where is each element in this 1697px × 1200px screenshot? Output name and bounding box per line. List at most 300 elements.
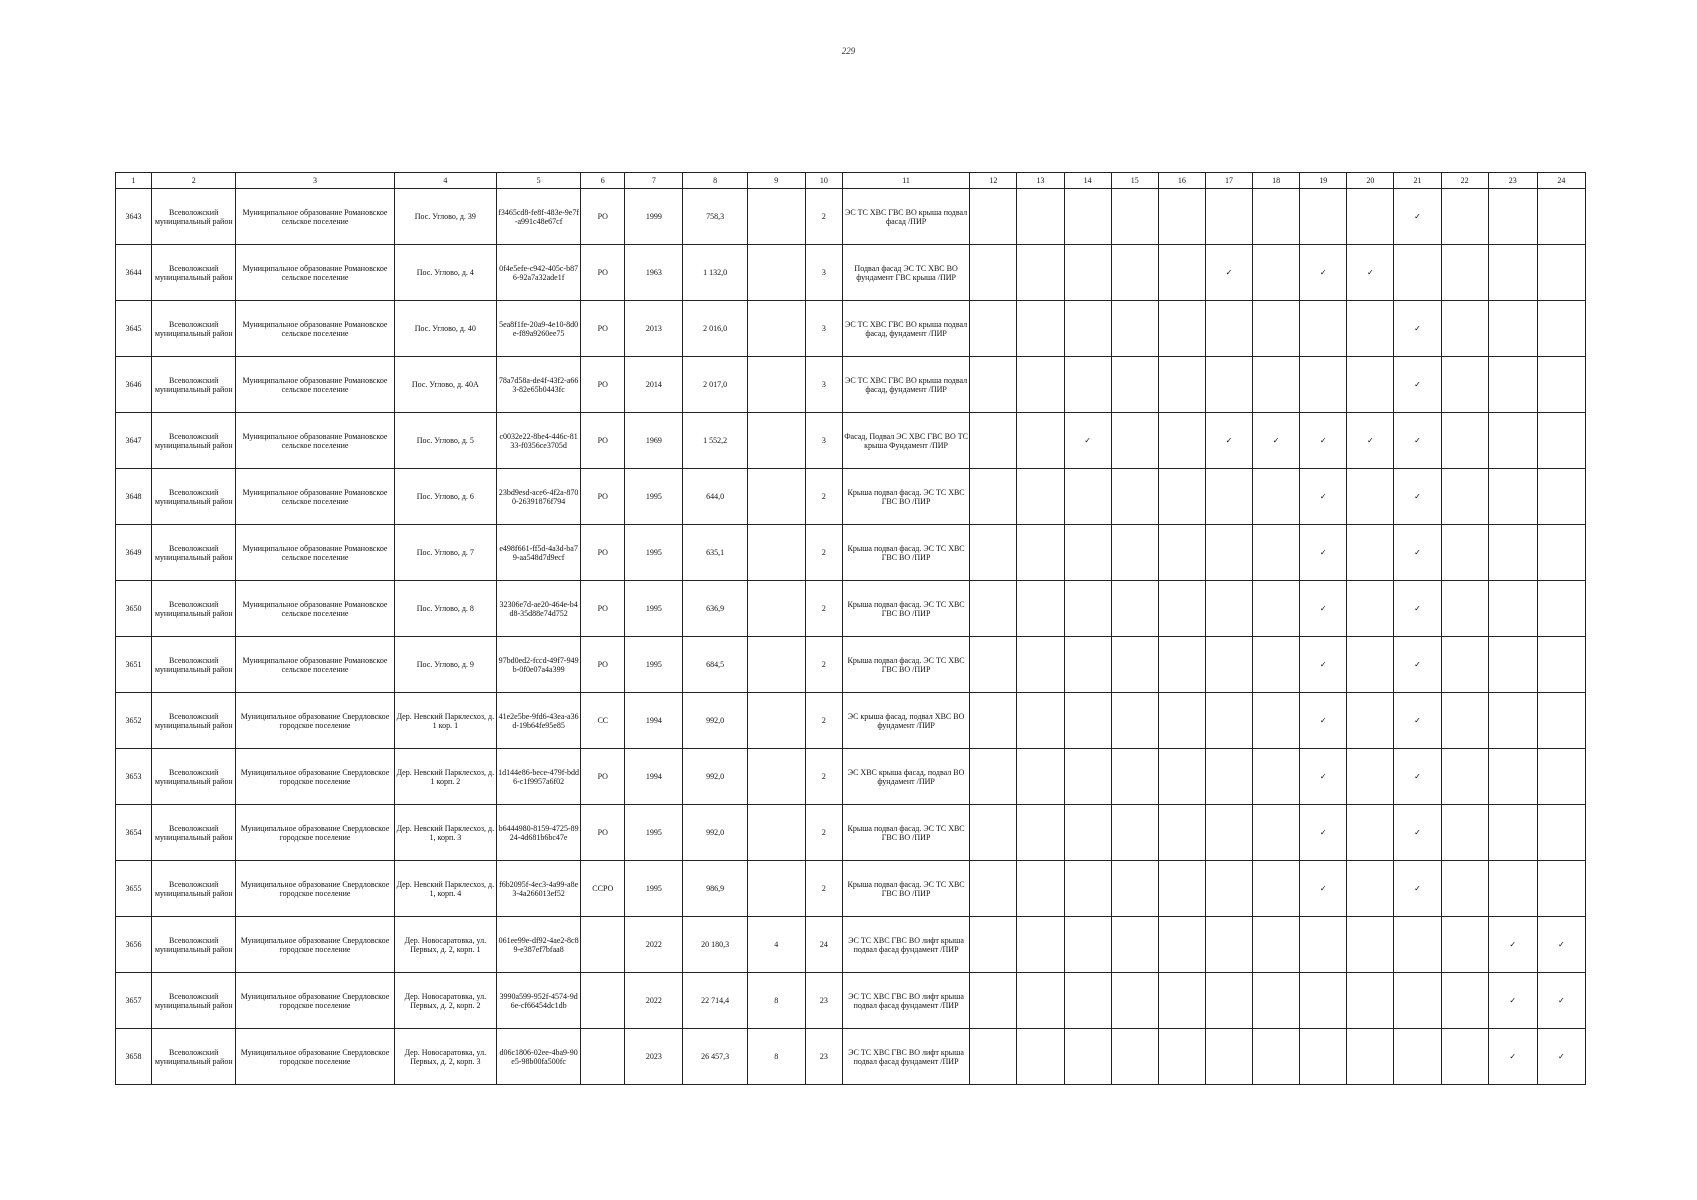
work-flag-cell [1300, 357, 1347, 413]
district-cell: Всеволожский муниципальный район [152, 581, 236, 637]
row-number-cell: 3655 [116, 861, 152, 917]
year-cell: 1995 [625, 861, 683, 917]
work-flag-cell [1111, 637, 1158, 693]
count-cell: 2 [805, 637, 842, 693]
works-cell: ЭС ТС ХВС ГВС ВО крыша подвал фасад, фундамент /ПИР [842, 357, 969, 413]
count-cell: 2 [805, 693, 842, 749]
work-flag-cell [1488, 749, 1537, 805]
work-flag-cell [1300, 805, 1347, 861]
year-cell: 2022 [625, 973, 683, 1029]
work-flag-cell [1205, 469, 1252, 525]
work-flag-cell [1253, 189, 1300, 245]
address-cell: Дер. Невский Парклесхоз, д. 1 кор. 1 [394, 693, 496, 749]
work-flag-cell [1017, 525, 1064, 581]
guid-cell: 3990a599-952f-4574-9d6e-cf66454dc1db [497, 973, 581, 1029]
type-cell [581, 1029, 625, 1085]
address-cell: Дер. Невский Парклесхоз, д. 1, корп. 3 [394, 805, 496, 861]
work-flag-cell [1394, 357, 1441, 413]
works-cell: Крыша подвал фасад. ЭС ТС ХВС ГВС ВО /ПИР [842, 637, 969, 693]
column-header: 14 [1064, 173, 1111, 189]
work-flag-cell [1488, 805, 1537, 861]
area-cell: 992,0 [683, 749, 747, 805]
work-flag-cell [1017, 189, 1064, 245]
work-flag-cell [1064, 469, 1111, 525]
work-flag-cell [1205, 301, 1252, 357]
work-flag-cell [1017, 1029, 1064, 1085]
work-flag-cell [1347, 581, 1394, 637]
count-cell: 2 [805, 581, 842, 637]
work-flag-cell [1253, 525, 1300, 581]
work-flag-cell [1158, 973, 1205, 1029]
type-cell: РО [581, 749, 625, 805]
guid-cell: 1d144e86-bece-479f-bdd6-c1f9957a6f02 [497, 749, 581, 805]
works-cell: ЭС ТС ХВС ГВС ВО лифт крыша подвал фасад фундамент /ПИР [842, 973, 969, 1029]
work-flag-cell [1205, 861, 1252, 917]
count-cell [747, 189, 805, 245]
work-flag-cell [1394, 245, 1441, 301]
work-flag-cell [1253, 301, 1300, 357]
year-cell: 1995 [625, 581, 683, 637]
count-cell: 3 [805, 413, 842, 469]
check-mark-icon: ✓ [1414, 828, 1421, 837]
type-cell [581, 973, 625, 1029]
works-cell: ЭС ТС ХВС ГВС ВО лифт крыша подвал фасад фундамент /ПИР [842, 1029, 969, 1085]
check-mark-icon: ✓ [1319, 828, 1327, 837]
work-flag-cell [1253, 413, 1300, 469]
check-mark-icon: ✓ [1414, 492, 1421, 501]
work-flag-cell [1537, 973, 1585, 1029]
row-number-cell: 3643 [116, 189, 152, 245]
count-cell: 2 [805, 469, 842, 525]
count-cell [747, 861, 805, 917]
work-flag-cell [1394, 805, 1441, 861]
work-flag-cell [970, 861, 1017, 917]
works-cell: Крыша подвал фасад. ЭС ТС ХВС ГВС ВО /ПИР [842, 525, 969, 581]
work-flag-cell [1064, 637, 1111, 693]
column-header: 20 [1347, 173, 1394, 189]
work-flag-cell [1111, 861, 1158, 917]
work-flag-cell [1300, 973, 1347, 1029]
check-mark-icon: ✓ [1414, 324, 1421, 333]
work-flag-cell [1253, 469, 1300, 525]
work-flag-cell [1347, 693, 1394, 749]
work-flag-cell [1394, 749, 1441, 805]
work-flag-cell [1394, 637, 1441, 693]
work-flag-cell [1347, 413, 1394, 469]
address-cell: Пос. Углово, д. 5 [394, 413, 496, 469]
work-flag-cell [1441, 749, 1488, 805]
count-cell: 3 [805, 245, 842, 301]
area-cell: 2 017,0 [683, 357, 747, 413]
work-flag-cell [1017, 301, 1064, 357]
check-mark-icon: ✓ [1319, 772, 1327, 781]
work-flag-cell [1347, 805, 1394, 861]
works-table [115, 172, 1586, 1085]
work-flag-cell [1111, 301, 1158, 357]
guid-cell: 5ea8f1fe-20a9-4e10-8d0e-f89a9260ee75 [497, 301, 581, 357]
work-flag-cell [1158, 581, 1205, 637]
address-cell: Дер. Невский Парклесхоз, д. 1 корп. 2 [394, 749, 496, 805]
check-mark-icon: ✓ [1414, 380, 1421, 389]
work-flag-cell [1158, 917, 1205, 973]
check-mark-icon: ✓ [1558, 940, 1565, 949]
guid-cell: 0f4e5efe-c942-405c-b876-92a7a32ade1f [497, 245, 581, 301]
area-cell: 26 457,3 [683, 1029, 747, 1085]
work-flag-cell [1111, 357, 1158, 413]
work-flag-cell [1300, 245, 1347, 301]
work-flag-cell [1441, 637, 1488, 693]
district-cell: Всеволожский муниципальный район [152, 693, 236, 749]
guid-cell: 78a7d58a-de4f-43f2-a663-82e65b0443fc [497, 357, 581, 413]
column-header: 6 [581, 173, 625, 189]
guid-cell: 061ee99e-df92-4ae2-8c89-e387ef7bfaa8 [497, 917, 581, 973]
work-flag-cell [1488, 693, 1537, 749]
row-number-cell: 3647 [116, 413, 152, 469]
municipality-cell: Муниципальное образование Романовское сельское поселение [236, 637, 394, 693]
year-cell: 2023 [625, 1029, 683, 1085]
work-flag-cell [1537, 861, 1585, 917]
row-number-cell: 3652 [116, 693, 152, 749]
year-cell: 1995 [625, 805, 683, 861]
check-mark-icon: ✓ [1272, 436, 1280, 445]
count-cell [747, 525, 805, 581]
work-flag-cell [1253, 749, 1300, 805]
column-header: 5 [497, 173, 581, 189]
works-cell: Крыша подвал фасад. ЭС ТС ХВС ГВС ВО /ПИР [842, 805, 969, 861]
check-mark-icon: ✓ [1319, 268, 1327, 277]
check-mark-icon: ✓ [1319, 492, 1327, 501]
municipality-cell: Муниципальное образование Романовское сельское поселение [236, 469, 394, 525]
work-flag-cell [970, 413, 1017, 469]
check-mark-icon: ✓ [1509, 940, 1517, 949]
check-mark-icon: ✓ [1319, 884, 1327, 893]
work-flag-cell [1300, 525, 1347, 581]
work-flag-cell [1394, 525, 1441, 581]
work-flag-cell [970, 245, 1017, 301]
work-flag-cell [1205, 749, 1252, 805]
work-flag-cell [1017, 805, 1064, 861]
work-flag-cell [1537, 301, 1585, 357]
type-cell: РО [581, 301, 625, 357]
work-flag-cell [1537, 189, 1585, 245]
work-flag-cell [1064, 693, 1111, 749]
municipality-cell: Муниципальное образование Романовское сельское поселение [236, 301, 394, 357]
column-header: 12 [970, 173, 1017, 189]
district-cell: Всеволожский муниципальный район [152, 1029, 236, 1085]
work-flag-cell [1488, 917, 1537, 973]
guid-cell: 32306e7d-ae20-464e-b4d8-35d88e74d752 [497, 581, 581, 637]
address-cell: Пос. Углово, д. 6 [394, 469, 496, 525]
work-flag-cell [1064, 581, 1111, 637]
row-number-cell: 3644 [116, 245, 152, 301]
work-flag-cell [1347, 245, 1394, 301]
work-flag-cell [1158, 189, 1205, 245]
count-cell: 8 [747, 973, 805, 1029]
work-flag-cell [1111, 189, 1158, 245]
work-flag-cell [1441, 917, 1488, 973]
column-header: 15 [1111, 173, 1158, 189]
works-cell: Фасад, Подвал ЭС ХВС ГВС ВО ТС крыша Фундамент /ПИР [842, 413, 969, 469]
work-flag-cell [1253, 581, 1300, 637]
works-cell: ЭС ТС ХВС ГВС ВО крыша подвал фасад /ПИР [842, 189, 969, 245]
count-cell: 2 [805, 525, 842, 581]
year-cell: 1999 [625, 189, 683, 245]
count-cell: 2 [805, 189, 842, 245]
table-row [116, 917, 1586, 973]
type-cell: РО [581, 525, 625, 581]
table-body [116, 189, 1586, 1085]
work-flag-cell [1394, 581, 1441, 637]
work-flag-cell [1017, 749, 1064, 805]
work-flag-cell [1205, 637, 1252, 693]
district-cell: Всеволожский муниципальный район [152, 413, 236, 469]
municipality-cell: Муниципальное образование Свердловское городское поселение [236, 1029, 394, 1085]
row-number-cell: 3654 [116, 805, 152, 861]
work-flag-cell [1537, 469, 1585, 525]
work-flag-cell [1488, 245, 1537, 301]
work-flag-cell [1158, 357, 1205, 413]
count-cell: 23 [805, 1029, 842, 1085]
work-flag-cell [1158, 805, 1205, 861]
work-flag-cell [1111, 749, 1158, 805]
table-row [116, 581, 1586, 637]
area-cell: 636,9 [683, 581, 747, 637]
count-cell [747, 693, 805, 749]
work-flag-cell [1064, 749, 1111, 805]
work-flag-cell [1158, 469, 1205, 525]
guid-cell: c0032e22-8be4-446c-8133-f0356ce3705d [497, 413, 581, 469]
district-cell: Всеволожский муниципальный район [152, 357, 236, 413]
work-flag-cell [1441, 693, 1488, 749]
count-cell: 3 [805, 301, 842, 357]
check-mark-icon: ✓ [1509, 1052, 1517, 1061]
table-row [116, 973, 1586, 1029]
type-cell: СС [581, 693, 625, 749]
column-header: 24 [1537, 173, 1585, 189]
work-flag-cell [1441, 189, 1488, 245]
table-row [116, 469, 1586, 525]
work-flag-cell [1488, 973, 1537, 1029]
year-cell: 1994 [625, 693, 683, 749]
work-flag-cell [1205, 189, 1252, 245]
count-cell [747, 413, 805, 469]
municipality-cell: Муниципальное образование Романовское сельское поселение [236, 581, 394, 637]
check-mark-icon: ✓ [1414, 604, 1421, 613]
district-cell: Всеволожский муниципальный район [152, 861, 236, 917]
work-flag-cell [1111, 581, 1158, 637]
work-flag-cell [1394, 189, 1441, 245]
work-flag-cell [1488, 1029, 1537, 1085]
table-row [116, 301, 1586, 357]
work-flag-cell [1158, 637, 1205, 693]
work-flag-cell [1205, 245, 1252, 301]
work-flag-cell [1158, 301, 1205, 357]
work-flag-cell [1537, 525, 1585, 581]
row-number-cell: 3646 [116, 357, 152, 413]
work-flag-cell [1253, 637, 1300, 693]
work-flag-cell [1441, 301, 1488, 357]
area-cell: 1 132,0 [683, 245, 747, 301]
count-cell: 2 [805, 805, 842, 861]
year-cell: 1969 [625, 413, 683, 469]
work-flag-cell [1064, 357, 1111, 413]
works-cell: ЭС ТС ХВС ГВС ВО крыша подвал фасад, фундамент /ПИР [842, 301, 969, 357]
work-flag-cell [1488, 301, 1537, 357]
work-flag-cell [1537, 749, 1585, 805]
work-flag-cell [1064, 917, 1111, 973]
district-cell: Всеволожский муниципальный район [152, 525, 236, 581]
area-cell: 992,0 [683, 805, 747, 861]
work-flag-cell [1394, 973, 1441, 1029]
municipality-cell: Муниципальное образование Романовское сельское поселение [236, 525, 394, 581]
column-header: 3 [236, 173, 394, 189]
work-flag-cell [1111, 525, 1158, 581]
district-cell: Всеволожский муниципальный район [152, 301, 236, 357]
row-number-cell: 3648 [116, 469, 152, 525]
work-flag-cell [1111, 469, 1158, 525]
work-flag-cell [1205, 805, 1252, 861]
check-mark-icon: ✓ [1558, 996, 1565, 1005]
work-flag-cell [1488, 357, 1537, 413]
municipality-cell: Муниципальное образование Романовское сельское поселение [236, 413, 394, 469]
area-cell: 1 552,2 [683, 413, 747, 469]
work-flag-cell [1537, 693, 1585, 749]
work-flag-cell [970, 1029, 1017, 1085]
work-flag-cell [1064, 301, 1111, 357]
work-flag-cell [1205, 693, 1252, 749]
guid-cell: b6444980-8159-4725-8924-4d681b6bc47e [497, 805, 581, 861]
year-cell: 1963 [625, 245, 683, 301]
work-flag-cell [970, 301, 1017, 357]
work-flag-cell [1300, 693, 1347, 749]
work-flag-cell [1347, 357, 1394, 413]
guid-cell: f3465cd8-fe8f-483e-9e7f-a991c48e67cf [497, 189, 581, 245]
work-flag-cell [1347, 637, 1394, 693]
row-number-cell: 3658 [116, 1029, 152, 1085]
municipality-cell: Муниципальное образование Свердловское городское поселение [236, 749, 394, 805]
work-flag-cell [1253, 693, 1300, 749]
work-flag-cell [1017, 581, 1064, 637]
check-mark-icon: ✓ [1414, 772, 1421, 781]
table-row [116, 413, 1586, 469]
work-flag-cell [1064, 245, 1111, 301]
work-flag-cell [1537, 357, 1585, 413]
check-mark-icon: ✓ [1319, 436, 1327, 445]
work-flag-cell [1441, 861, 1488, 917]
table-row [116, 693, 1586, 749]
work-flag-cell [1347, 749, 1394, 805]
row-number-cell: 3649 [116, 525, 152, 581]
address-cell: Дер. Новосаратовка, ул. Первых, д. 2, корп. 2 [394, 973, 496, 1029]
district-cell: Всеволожский муниципальный район [152, 245, 236, 301]
address-cell: Пос. Углово, д. 9 [394, 637, 496, 693]
check-mark-icon: ✓ [1558, 1052, 1565, 1061]
type-cell: РО [581, 357, 625, 413]
column-header: 4 [394, 173, 496, 189]
type-cell: РО [581, 189, 625, 245]
count-cell: 24 [805, 917, 842, 973]
guid-cell: 23bd9esd-ace6-4f2a-8700-26391876f794 [497, 469, 581, 525]
district-cell: Всеволожский муниципальный район [152, 805, 236, 861]
address-cell: Дер. Невский Парклесхоз, д. 1, корп. 4 [394, 861, 496, 917]
work-flag-cell [1064, 189, 1111, 245]
work-flag-cell [1205, 973, 1252, 1029]
area-cell: 22 714,4 [683, 973, 747, 1029]
area-cell: 684,5 [683, 637, 747, 693]
municipality-cell: Муниципальное образование Свердловское городское поселение [236, 693, 394, 749]
type-cell: РО [581, 469, 625, 525]
year-cell: 2014 [625, 357, 683, 413]
guid-cell: 41e2e5be-9fd6-43ea-a36d-19b64fe95e85 [497, 693, 581, 749]
year-cell: 2013 [625, 301, 683, 357]
work-flag-cell [1441, 413, 1488, 469]
work-flag-cell [1347, 861, 1394, 917]
type-cell: РО [581, 413, 625, 469]
work-flag-cell [1394, 917, 1441, 973]
table-row [116, 245, 1586, 301]
year-cell: 1995 [625, 525, 683, 581]
address-cell: Пос. Углово, д. 40 [394, 301, 496, 357]
work-flag-cell [1441, 245, 1488, 301]
address-cell: Дер. Новосаратовка, ул. Первых, д. 2, корп. 1 [394, 917, 496, 973]
count-cell [747, 637, 805, 693]
work-flag-cell [970, 189, 1017, 245]
column-header: 13 [1017, 173, 1064, 189]
type-cell: РО [581, 637, 625, 693]
municipality-cell: Муниципальное образование Романовское сельское поселение [236, 189, 394, 245]
work-flag-cell [1111, 917, 1158, 973]
work-flag-cell [1017, 861, 1064, 917]
work-flag-cell [1300, 301, 1347, 357]
district-cell: Всеволожский муниципальный район [152, 917, 236, 973]
work-flag-cell [1488, 525, 1537, 581]
work-flag-cell [1441, 357, 1488, 413]
check-mark-icon: ✓ [1366, 268, 1374, 277]
column-header: 17 [1205, 173, 1252, 189]
works-cell: Крыша подвал фасад. ЭС ТС ХВС ГВС ВО /ПИР [842, 469, 969, 525]
type-cell: ССРО [581, 861, 625, 917]
address-cell: Пос. Углово, д. 7 [394, 525, 496, 581]
work-flag-cell [1488, 861, 1537, 917]
work-flag-cell [1064, 1029, 1111, 1085]
work-flag-cell [970, 637, 1017, 693]
area-cell: 758,3 [683, 189, 747, 245]
row-number-cell: 3645 [116, 301, 152, 357]
table-row [116, 749, 1586, 805]
work-flag-cell [1064, 413, 1111, 469]
works-cell: Крыша подвал фасад. ЭС ТС ХВС ГВС ВО /ПИР [842, 581, 969, 637]
work-flag-cell [970, 917, 1017, 973]
works-cell: ЭС ХВС крыша фасад, подвал ВО фундамент /ПИР [842, 749, 969, 805]
column-header: 21 [1394, 173, 1441, 189]
work-flag-cell [1537, 413, 1585, 469]
area-cell: 20 180,3 [683, 917, 747, 973]
work-flag-cell [1253, 861, 1300, 917]
work-flag-cell [1488, 581, 1537, 637]
work-flag-cell [1300, 469, 1347, 525]
row-number-cell: 3657 [116, 973, 152, 1029]
address-cell: Дер. Новосаратовка, ул. Первых, д. 2, корп. 3 [394, 1029, 496, 1085]
count-cell: 8 [747, 1029, 805, 1085]
district-cell: Всеволожский муниципальный район [152, 189, 236, 245]
address-cell: Пос. Углово, д. 39 [394, 189, 496, 245]
check-mark-icon: ✓ [1319, 604, 1327, 613]
work-flag-cell [1441, 581, 1488, 637]
work-flag-cell [1441, 1029, 1488, 1085]
guid-cell: d06c1806-02ee-4ba9-90e5-98b00fa500fc [497, 1029, 581, 1085]
work-flag-cell [970, 749, 1017, 805]
work-flag-cell [1017, 413, 1064, 469]
